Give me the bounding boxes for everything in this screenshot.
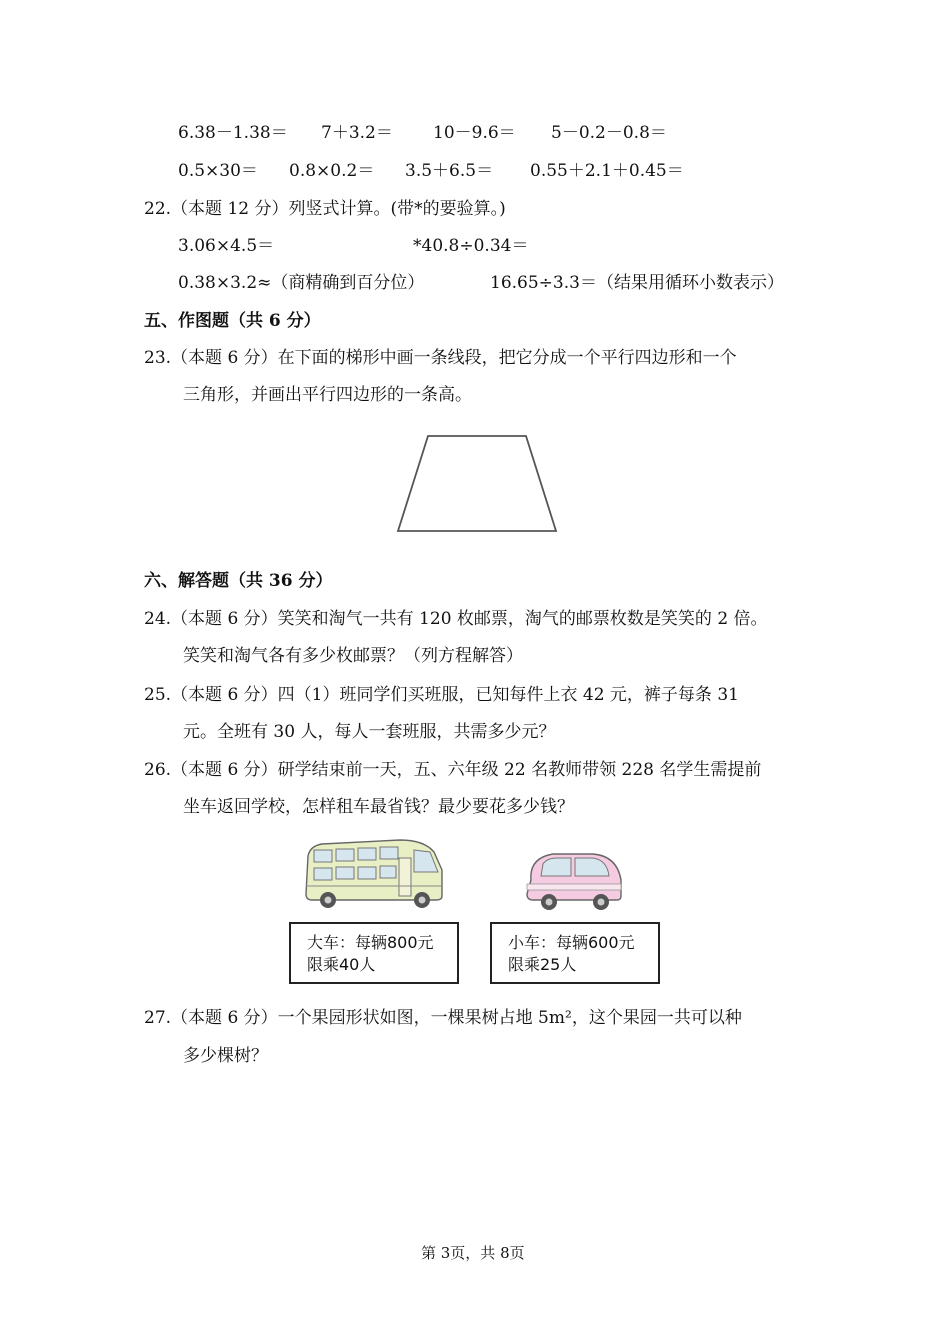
small-bus-capacity: 限乘25人 [508,955,577,974]
calc-item: *40.8÷0.34＝ [413,236,529,256]
question-26-line: 坐车返回学校，怎样租车最省钱？最少要花多少钱？ [183,797,574,817]
question-23-line: 23.（本题 6 分）在下面的梯形中画一条线段，把它分成一个平行四边形和一个 [144,348,737,368]
question-23-line: 三角形，并画出平行四边形的一条高。 [183,385,472,405]
trapezoid-figure [394,434,560,534]
question-25-line: 元。全班有 30 人，每人一套班服，共需多少元？ [183,722,556,742]
small-bus-price: 小车：每辆600元 [508,933,635,952]
calc-item: 5－0.2－0.8＝ [551,123,667,143]
big-bus-capacity: 限乘40人 [307,955,376,974]
calc-item: 16.65÷3.3＝（结果用循环小数表示） [490,273,784,293]
calc-item: 3.06×4.5＝ [178,236,275,256]
calc-item: 0.38×3.2≈（商精确到百分位） [178,273,425,293]
question-22-title: 22.（本题 12 分）列竖式计算。(带*的要验算。) [144,199,506,219]
calc-item: 3.5＋6.5＝ [405,161,494,181]
small-bus-info-box [490,922,660,984]
section-heading: 六、解答题（共 36 分） [144,571,333,591]
big-bus-illustration [302,836,448,912]
question-24-line: 笑笑和淘气各有多少枚邮票？（列方程解答） [183,646,523,666]
calc-item: 0.8×0.2＝ [289,161,375,181]
calc-item: 0.5×30＝ [178,161,258,181]
question-25-line: 25.（本题 6 分）四（1）班同学们买班服，已知每件上衣 42 元，裤子每条 31 [144,685,739,705]
big-bus-price: 大车：每辆800元 [307,933,434,952]
section-heading: 五、作图题（共 6 分） [144,311,321,331]
page-number: 第 3页，共 8页 [421,1244,525,1262]
question-26-line: 26.（本题 6 分）研学结束前一天，五、六年级 22 名教师带领 228 名学生需提前 [144,760,762,780]
question-24-line: 24.（本题 6 分）笑笑和淘气一共有 120 枚邮票，淘气的邮票枚数是笑笑的 2 倍。 [144,609,768,629]
small-bus-illustration [523,850,627,914]
big-bus-info-box [289,922,459,984]
calc-item: 0.55＋2.1＋0.45＝ [530,161,684,181]
calc-item: 10－9.6＝ [433,123,516,143]
question-27-line: 27.（本题 6 分）一个果园形状如图，一棵果树占地 5m²，这个果园一共可以种 [144,1008,742,1028]
calc-item: 7＋3.2＝ [321,123,393,143]
question-27-line: 多少棵树？ [183,1046,268,1066]
calc-item: 6.38－1.38＝ [178,123,288,143]
